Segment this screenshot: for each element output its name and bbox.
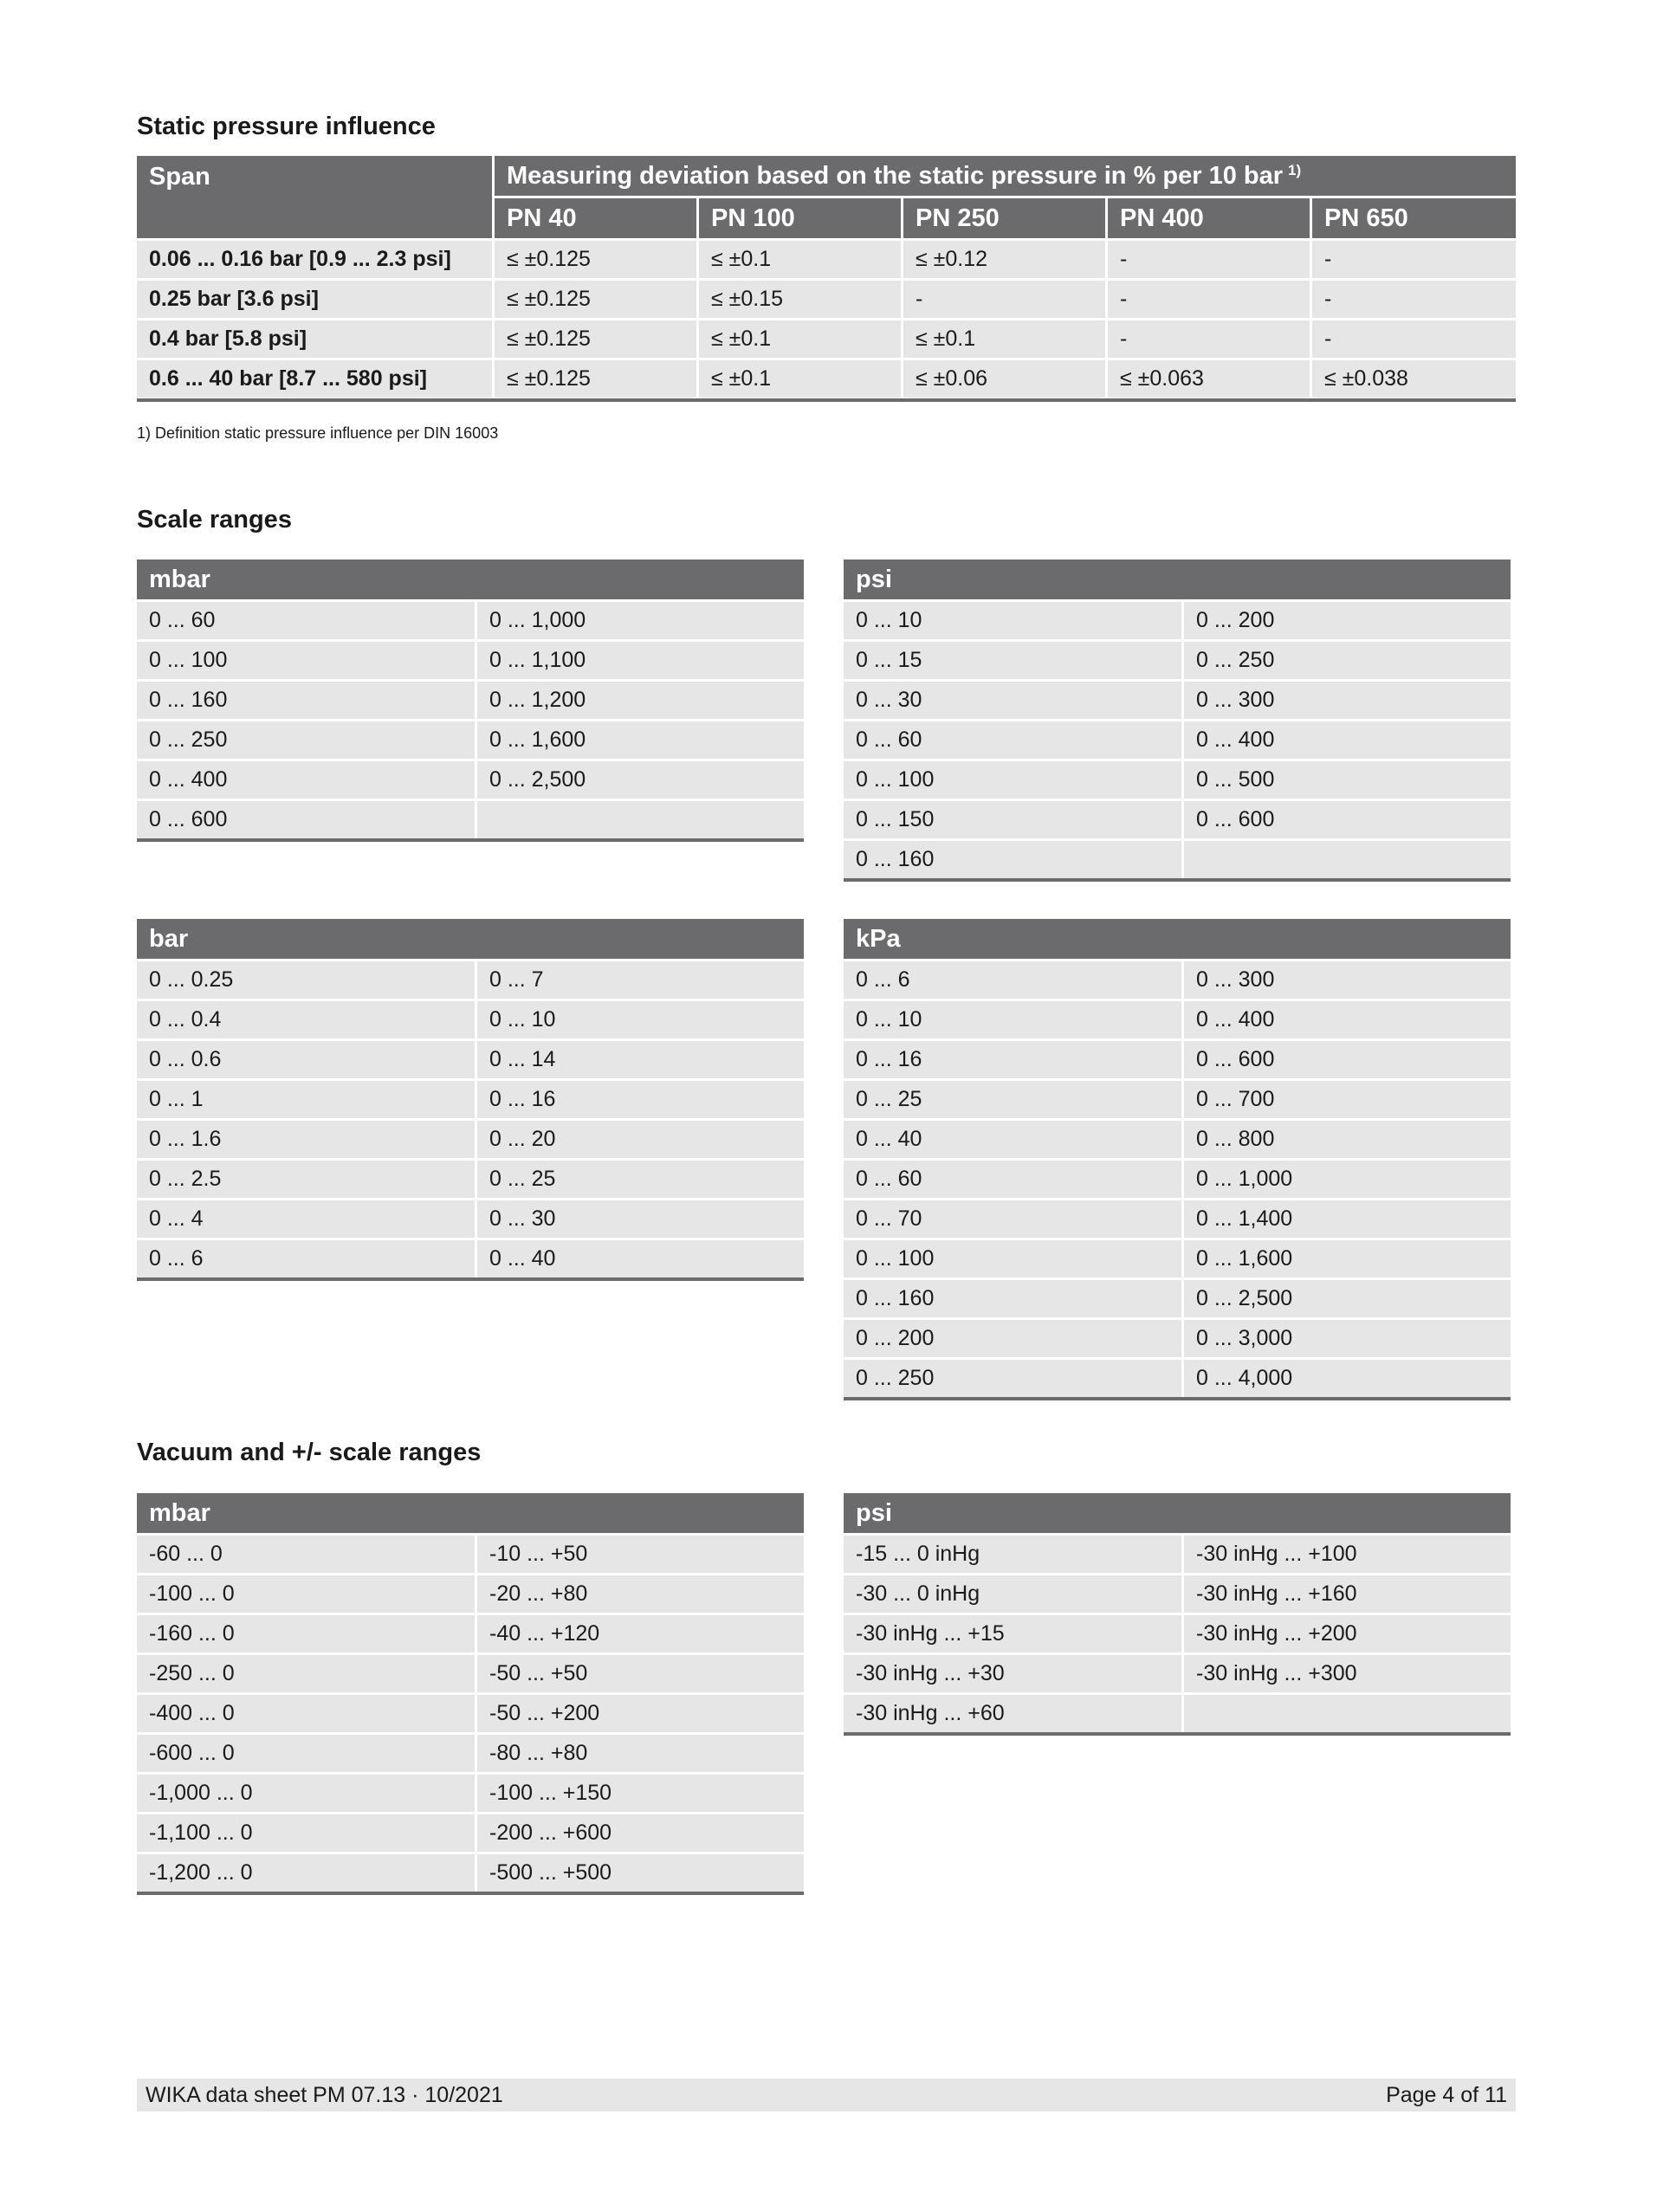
range-cell: [1184, 841, 1511, 878]
table-row: [137, 1775, 804, 1812]
range-cell: 0 ... 14: [477, 1041, 804, 1078]
table-row: [844, 1161, 1511, 1198]
span-cell: 0.6 ... 40 bar [8.7 ... 580 psi]: [137, 360, 492, 398]
table-bottom-rule: [844, 878, 1511, 882]
table-row: [137, 1854, 804, 1892]
range-cell: -160 ... 0: [137, 1615, 475, 1653]
static-pressure-rows: [137, 241, 1516, 400]
table-row: [137, 281, 1516, 318]
range-cell: -500 ... +500: [477, 1854, 804, 1892]
scale-table-bar: [137, 919, 804, 1281]
range-cell: -30 inHg ... +60: [844, 1695, 1181, 1732]
deviation-cell: -: [1312, 320, 1516, 358]
range-cell: -200 ... +600: [477, 1814, 804, 1852]
range-cell: 0 ... 7: [477, 961, 804, 999]
range-cell: 0 ... 250: [1184, 642, 1511, 679]
range-cell: 0 ... 400: [1184, 1001, 1511, 1038]
table-row: [844, 1081, 1511, 1118]
range-cell: 0 ... 800: [1184, 1121, 1511, 1158]
deviation-cell: ≤ ±0.1: [903, 320, 1105, 358]
table-bottom-rule: [137, 1892, 804, 1895]
vacuum-table-psi: [844, 1493, 1511, 1736]
range-cell: -30 inHg ... +200: [1184, 1615, 1511, 1653]
range-cell: -600 ... 0: [137, 1735, 475, 1772]
range-cell: 0 ... 6: [844, 961, 1181, 999]
range-cell: -50 ... +200: [477, 1695, 804, 1732]
range-cell: 0 ... 250: [844, 1360, 1181, 1397]
table-row: [137, 1121, 804, 1158]
table-row: [844, 761, 1511, 799]
range-cell: -30 inHg ... +160: [1184, 1575, 1511, 1613]
range-cell: 0 ... 600: [1184, 801, 1511, 838]
range-cell: -30 inHg ... +100: [1184, 1536, 1511, 1573]
table-bottom-rule: [137, 398, 1516, 402]
table-row: [844, 1536, 1511, 1573]
table-row: [137, 602, 804, 639]
deviation-cell: -: [1312, 241, 1516, 278]
range-cell: 0 ... 20: [477, 1121, 804, 1158]
range-cell: 0 ... 0.25: [137, 961, 475, 999]
range-cell: 0 ... 10: [477, 1001, 804, 1038]
range-cell: 0 ... 25: [844, 1081, 1181, 1118]
table-row: [844, 1360, 1511, 1397]
range-cell: 0 ... 100: [844, 761, 1181, 799]
table-row: [844, 1695, 1511, 1732]
deviation-cell: ≤ ±0.125: [495, 360, 696, 398]
range-cell: 0 ... 10: [844, 1001, 1181, 1038]
table-row: [137, 961, 804, 999]
range-cell: -30 ... 0 inHg: [844, 1575, 1181, 1613]
table-row: [137, 320, 1516, 358]
deviation-cell: ≤ ±0.1: [699, 360, 901, 398]
footer-page-number: Page 4 of 11: [1386, 2082, 1507, 2107]
deviation-cell: ≤ ±0.15: [699, 281, 901, 318]
table-row: [137, 1161, 804, 1198]
range-cell: -400 ... 0: [137, 1695, 475, 1732]
pn-header: PN 650: [1312, 198, 1516, 238]
range-cell: 0 ... 0.4: [137, 1001, 475, 1038]
range-cell: -30 inHg ... +15: [844, 1615, 1181, 1653]
range-cell: 0 ... 30: [844, 682, 1181, 719]
range-cell: -60 ... 0: [137, 1536, 475, 1573]
table-row: [844, 1200, 1511, 1238]
deviation-cell: -: [1108, 281, 1310, 318]
range-cell: -1,000 ... 0: [137, 1775, 475, 1812]
range-cell: 0 ... 200: [844, 1320, 1181, 1357]
deviation-cell: -: [1312, 281, 1516, 318]
footnote: 1) Definition static pressure influence per DIN 16003: [137, 424, 499, 442]
pn-header: PN 250: [903, 198, 1105, 238]
table-row: [844, 642, 1511, 679]
static-pressure-heading: Static pressure influence: [137, 113, 436, 140]
range-cell: 0 ... 3,000: [1184, 1320, 1511, 1357]
span-header: Span: [137, 156, 492, 238]
range-cell: 0 ... 1,100: [477, 642, 804, 679]
range-cell: 0 ... 300: [1184, 682, 1511, 719]
range-cell: 0 ... 100: [844, 1240, 1181, 1277]
range-cell: 0 ... 1,200: [477, 682, 804, 719]
table-row: [137, 360, 1516, 398]
unit-header: bar: [137, 919, 804, 959]
table-row: [137, 682, 804, 719]
range-cell: -250 ... 0: [137, 1655, 475, 1692]
range-cell: 0 ... 200: [1184, 602, 1511, 639]
deviation-cell: ≤ ±0.125: [495, 281, 696, 318]
table-row: [137, 1240, 804, 1277]
range-cell: 0 ... 25: [477, 1161, 804, 1198]
table-row: [844, 1121, 1511, 1158]
span-cell: 0.06 ... 0.16 bar [0.9 ... 2.3 psi]: [137, 241, 492, 278]
table-row: [844, 841, 1511, 878]
table-row: [137, 1615, 804, 1653]
vacuum-ranges-heading: Vacuum and +/- scale ranges: [137, 1439, 482, 1466]
pn-header: PN 400: [1108, 198, 1310, 238]
range-cell: -30 inHg ... +300: [1184, 1655, 1511, 1692]
range-cell: 0 ... 60: [844, 721, 1181, 759]
range-cell: 0 ... 250: [137, 721, 475, 759]
range-cell: 0 ... 1.6: [137, 1121, 475, 1158]
range-cell: 0 ... 70: [844, 1200, 1181, 1238]
table-bottom-rule: [137, 838, 804, 842]
page-footer: [137, 2079, 1516, 2112]
vacuum-table-mbar: [137, 1493, 804, 1895]
table-row: [137, 1081, 804, 1118]
deviation-cell: ≤ ±0.063: [1108, 360, 1310, 398]
range-cell: -15 ... 0 inHg: [844, 1536, 1181, 1573]
table-row: [137, 1735, 804, 1772]
table-row: [844, 1320, 1511, 1357]
span-cell: 0.25 bar [3.6 psi]: [137, 281, 492, 318]
table-row: [137, 1655, 804, 1692]
deviation-cell: ≤ ±0.12: [903, 241, 1105, 278]
range-cell: -40 ... +120: [477, 1615, 804, 1653]
range-cell: 0 ... 2.5: [137, 1161, 475, 1198]
range-cell: 0 ... 600: [137, 801, 475, 838]
table-row: [844, 1280, 1511, 1317]
range-cell: 0 ... 60: [844, 1161, 1181, 1198]
table-row: [844, 602, 1511, 639]
deviation-cell: -: [1108, 320, 1310, 358]
scale-table-kpa: [844, 919, 1511, 1400]
deviation-cell: -: [903, 281, 1105, 318]
table-row: [137, 1695, 804, 1732]
range-cell: 0 ... 1: [137, 1081, 475, 1118]
table-row: [137, 1041, 804, 1078]
range-cell: -50 ... +50: [477, 1655, 804, 1692]
deviation-cell: ≤ ±0.06: [903, 360, 1105, 398]
range-cell: -80 ... +80: [477, 1735, 804, 1772]
range-cell: 0 ... 1,400: [1184, 1200, 1511, 1238]
range-cell: 0 ... 16: [477, 1081, 804, 1118]
table-row: [844, 1001, 1511, 1038]
range-cell: 0 ... 400: [137, 761, 475, 799]
range-cell: 0 ... 4,000: [1184, 1360, 1511, 1397]
table-row: [137, 1001, 804, 1038]
table-row: [137, 1536, 804, 1573]
table-row: [137, 721, 804, 759]
table-row: [137, 761, 804, 799]
range-cell: 0 ... 400: [1184, 721, 1511, 759]
range-cell: 0 ... 1,600: [477, 721, 804, 759]
range-cell: 0 ... 1,000: [477, 602, 804, 639]
range-cell: 0 ... 2,500: [477, 761, 804, 799]
range-cell: 0 ... 1,600: [1184, 1240, 1511, 1277]
range-cell: 0 ... 2,500: [1184, 1280, 1511, 1317]
range-cell: 0 ... 60: [137, 602, 475, 639]
table-row: [844, 682, 1511, 719]
unit-header: psi: [844, 559, 1511, 599]
range-cell: 0 ... 160: [844, 1280, 1181, 1317]
range-cell: 0 ... 30: [477, 1200, 804, 1238]
table-row: [137, 241, 1516, 278]
deviation-cell: ≤ ±0.125: [495, 320, 696, 358]
table-bottom-rule: [137, 1277, 804, 1281]
table-row: [137, 1575, 804, 1613]
range-cell: 0 ... 40: [844, 1121, 1181, 1158]
table-row: [844, 1615, 1511, 1653]
range-cell: 0 ... 600: [1184, 1041, 1511, 1078]
range-cell: 0 ... 700: [1184, 1081, 1511, 1118]
unit-header: mbar: [137, 1493, 804, 1533]
unit-header: psi: [844, 1493, 1511, 1533]
table-row: [137, 1200, 804, 1238]
table-row: [844, 1041, 1511, 1078]
table-row: [137, 801, 804, 838]
measuring-deviation-header: [495, 156, 1516, 196]
range-cell: [477, 801, 804, 838]
table-row: [844, 1575, 1511, 1613]
deviation-cell: ≤ ±0.1: [699, 320, 901, 358]
range-cell: -100 ... +150: [477, 1775, 804, 1812]
scale-ranges-heading: Scale ranges: [137, 506, 292, 534]
unit-header: mbar: [137, 559, 804, 599]
footer-document-id: WIKA data sheet PM 07.13 · 10/2021: [146, 2082, 503, 2107]
scale-table-mbar: [137, 559, 804, 842]
range-cell: 0 ... 6: [137, 1240, 475, 1277]
table-row: [844, 801, 1511, 838]
range-cell: -100 ... 0: [137, 1575, 475, 1613]
deviation-cell: ≤ ±0.1: [699, 241, 901, 278]
footnote-mark: 1): [1288, 162, 1302, 178]
unit-header: kPa: [844, 919, 1511, 959]
range-cell: 0 ... 4: [137, 1200, 475, 1238]
range-cell: -30 inHg ... +30: [844, 1655, 1181, 1692]
range-cell: 0 ... 0.6: [137, 1041, 475, 1078]
table-row: [137, 642, 804, 679]
table-bottom-rule: [844, 1732, 1511, 1736]
table-row: [137, 1814, 804, 1852]
pn-header-row: [495, 198, 1516, 238]
range-cell: 0 ... 500: [1184, 761, 1511, 799]
deviation-cell: -: [1108, 241, 1310, 278]
range-cell: 0 ... 100: [137, 642, 475, 679]
range-cell: [1184, 1695, 1511, 1732]
span-cell: 0.4 bar [5.8 psi]: [137, 320, 492, 358]
pn-header: PN 100: [699, 198, 901, 238]
table-row: [844, 1655, 1511, 1692]
range-cell: 0 ... 40: [477, 1240, 804, 1277]
range-cell: 0 ... 10: [844, 602, 1181, 639]
range-cell: -1,200 ... 0: [137, 1854, 475, 1892]
table-bottom-rule: [844, 1397, 1511, 1400]
deviation-cell: ≤ ±0.038: [1312, 360, 1516, 398]
measuring-deviation-label: Measuring deviation based on the static pressure in % per 10 bar: [507, 161, 1284, 190]
table-row: [844, 1240, 1511, 1277]
range-cell: 0 ... 15: [844, 642, 1181, 679]
deviation-cell: ≤ ±0.125: [495, 241, 696, 278]
range-cell: 0 ... 1,000: [1184, 1161, 1511, 1198]
scale-table-psi: [844, 559, 1511, 882]
range-cell: -1,100 ... 0: [137, 1814, 475, 1852]
range-cell: 0 ... 150: [844, 801, 1181, 838]
range-cell: -20 ... +80: [477, 1575, 804, 1613]
range-cell: -10 ... +50: [477, 1536, 804, 1573]
table-row: [844, 721, 1511, 759]
pn-header: PN 40: [495, 198, 696, 238]
table-row: [844, 961, 1511, 999]
range-cell: 0 ... 300: [1184, 961, 1511, 999]
range-cell: 0 ... 160: [137, 682, 475, 719]
range-cell: 0 ... 160: [844, 841, 1181, 878]
range-cell: 0 ... 16: [844, 1041, 1181, 1078]
